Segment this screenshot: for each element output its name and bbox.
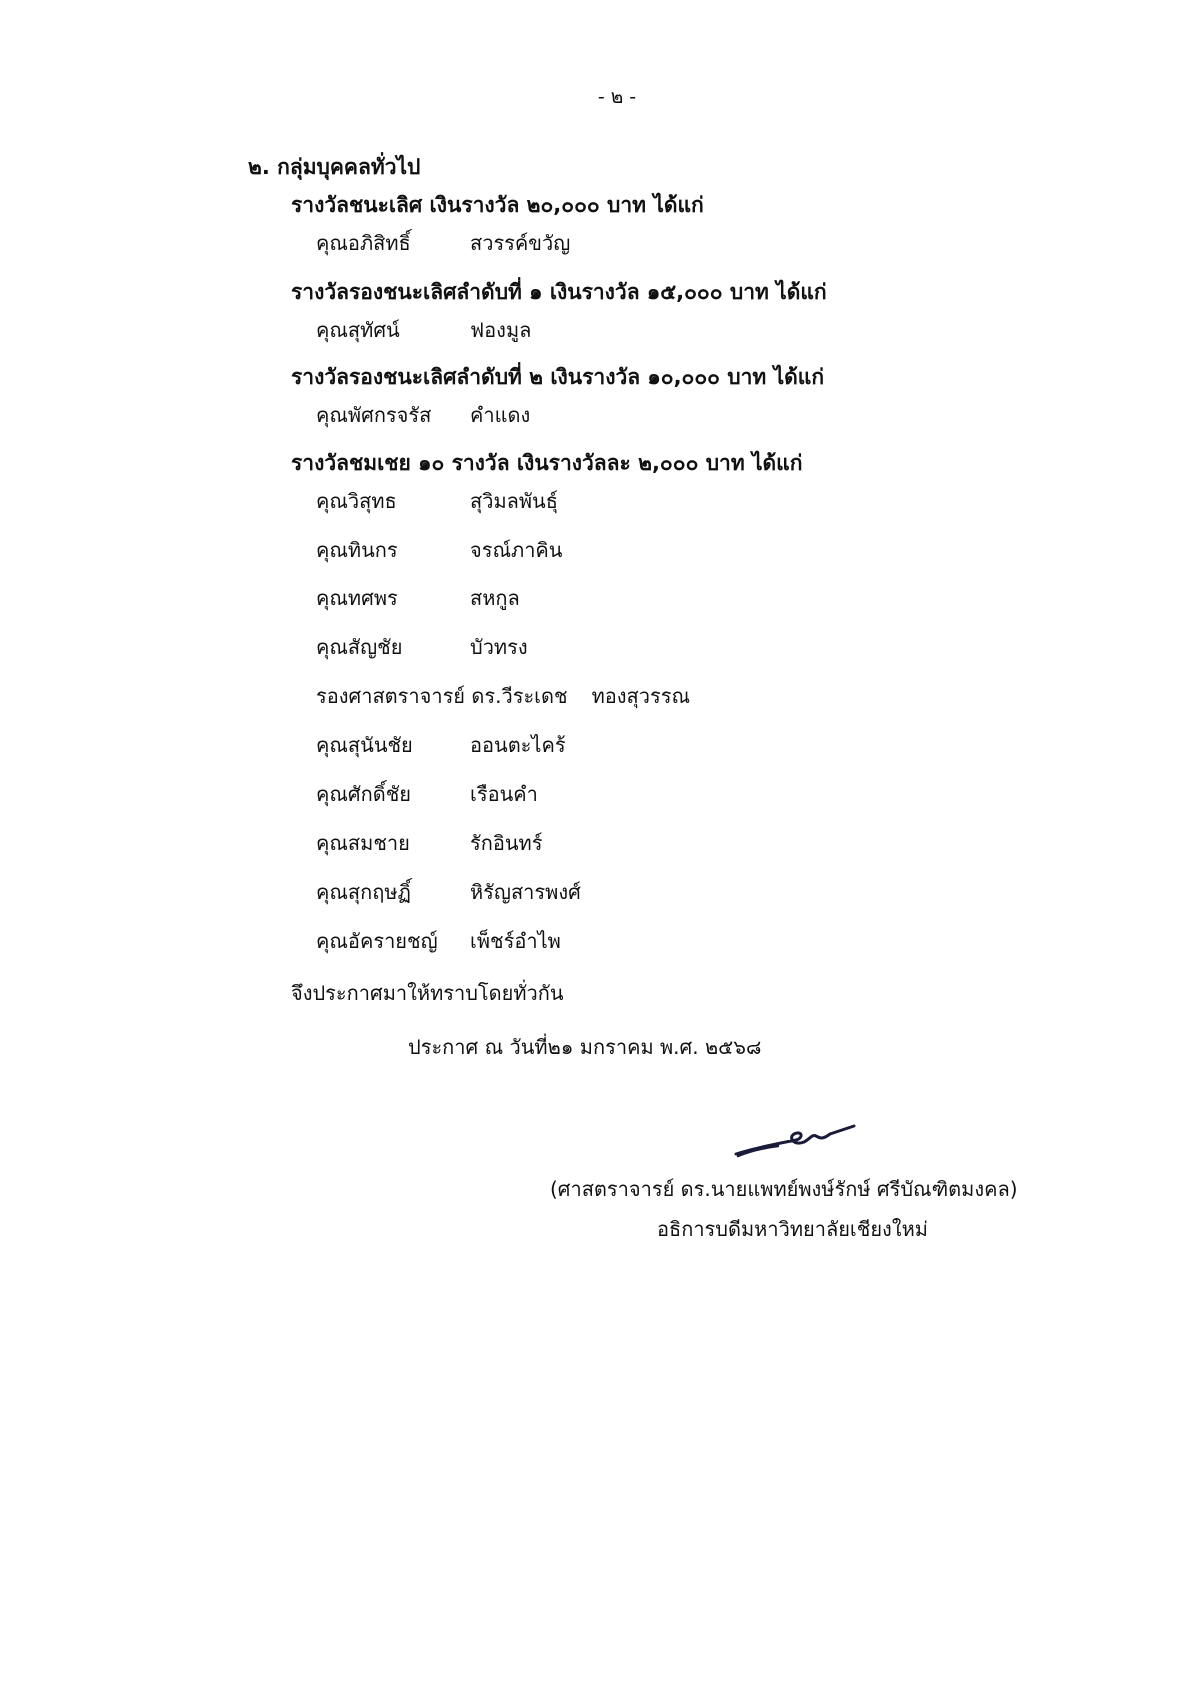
section-heading: ๒. กลุ่มบุคคลทั่วไป <box>248 155 421 179</box>
recipient <box>316 632 528 662</box>
handwritten-signature <box>732 1118 862 1162</box>
recipient <box>316 228 570 258</box>
award-title: รางวัลชมเชย ๑๐ รางวัล เงินรางวัลละ ๒,๐๐๐ บาท ได้แก่ <box>291 451 803 475</box>
recipient-last-name: เรือนคำ <box>470 782 538 806</box>
signer-name: (ศาสตราจารย์ ดร.นายแพทย์พงษ์รักษ์ ศรีบัณฑิตมงคล) <box>550 1177 1018 1201</box>
recipient <box>316 535 562 565</box>
recipient <box>316 583 520 613</box>
recipient <box>316 877 581 907</box>
recipient <box>316 315 531 345</box>
recipient-first-name: คุณพัศกรจรัส <box>316 403 432 427</box>
recipient-first-name: คุณทินกร <box>316 538 398 562</box>
award-title: รางวัลรองชนะเลิศลำดับที่ ๑ เงินรางวัล ๑๕,๐๐๐ บาท ได้แก่ <box>291 280 827 304</box>
recipient-last-name: คำแดง <box>470 403 531 427</box>
recipient <box>316 779 538 809</box>
signer-title: อธิการบดีมหาวิทยาลัยเชียงใหม่ <box>657 1217 928 1241</box>
recipient-first-name: คุณอัครายชญ์ <box>316 929 438 953</box>
recipient-first-name: คุณวิสุทธ <box>316 489 397 513</box>
recipient-last-name: สวรรค์ขวัญ <box>470 231 571 255</box>
recipient-last-name: รักอินทร์ <box>470 831 543 855</box>
recipient-last-name: จรณ์ภาคิน <box>470 538 563 562</box>
recipient <box>316 926 561 956</box>
recipient <box>316 828 542 858</box>
recipient-last-name: ออนตะไคร้ <box>470 733 566 757</box>
recipient-first-name: คุณสมชาย <box>316 831 410 855</box>
recipient-first-name: คุณสุทัศน์ <box>316 318 400 342</box>
recipient-last-name: บัวทรง <box>470 635 528 659</box>
announcement-date: ประกาศ ณ วันที่๒๑ มกราคม พ.ศ. ๒๕๖๘ <box>408 1035 762 1059</box>
recipient <box>316 681 690 711</box>
award-title: รางวัลชนะเลิศ เงินรางวัล ๒๐,๐๐๐ บาท ได้แก่ <box>291 193 704 217</box>
page-number: - ๒ - <box>597 86 637 108</box>
recipient-last-name: ฟองมูล <box>470 318 532 342</box>
recipient-first-name: คุณอภิสิทธิ์ <box>316 231 411 255</box>
recipient <box>316 730 566 760</box>
recipient-first-name: คุณศักดิ์ชัย <box>316 782 412 806</box>
recipient-first-name: คุณสัญชัย <box>316 635 403 659</box>
recipient <box>316 486 558 516</box>
recipient-last-name: สหกูล <box>470 586 520 610</box>
recipient <box>316 400 530 430</box>
closing-statement: จึงประกาศมาให้ทราบโดยทั่วกัน <box>291 981 564 1005</box>
recipient-last-name: เพ็ชร์อำไพ <box>470 929 561 953</box>
recipient-first-name: รองศาสตราจารย์ ดร.วีระเดช <box>316 684 568 708</box>
recipient-first-name: คุณทศพร <box>316 586 398 610</box>
recipient-first-name: คุณสุกฤษฏิ์ <box>316 880 411 904</box>
recipient-last-name: สุวิมลพันธุ์ <box>470 489 558 513</box>
recipient-last-name: หิรัญสารพงศ์ <box>470 880 581 904</box>
recipient-last-name: ทองสุวรรณ <box>591 684 691 708</box>
award-title: รางวัลรองชนะเลิศลำดับที่ ๒ เงินรางวัล ๑๐,๐๐๐ บาท ได้แก่ <box>291 365 825 389</box>
recipient-first-name: คุณสุนันชัย <box>316 733 413 757</box>
